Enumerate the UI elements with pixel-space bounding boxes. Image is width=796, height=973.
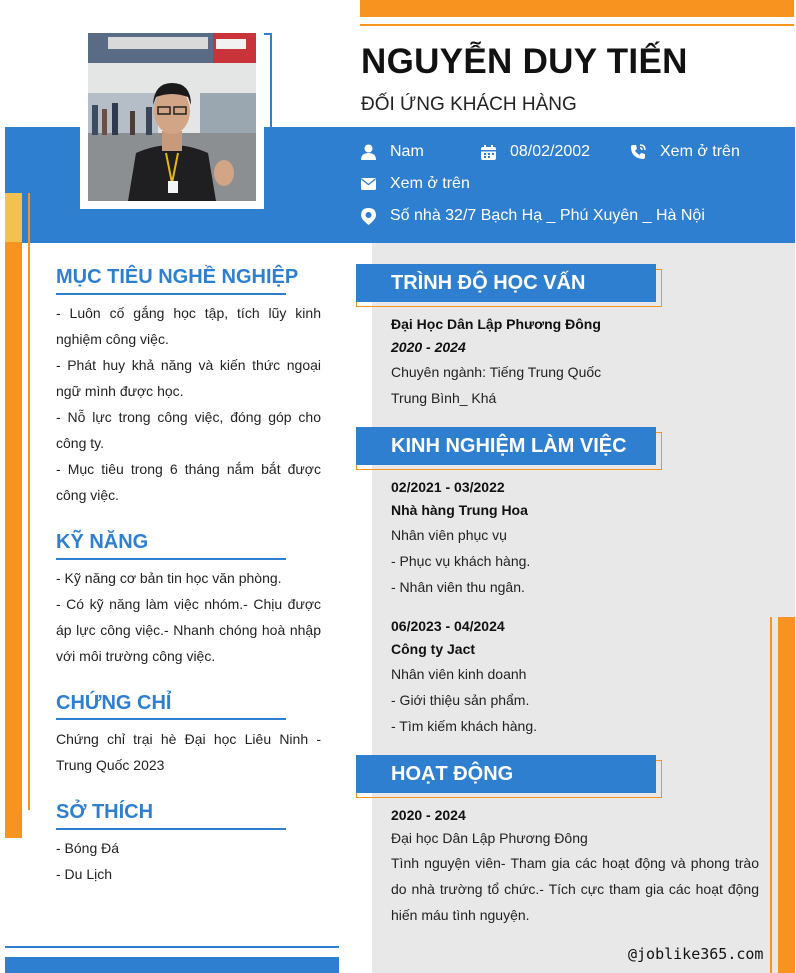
skill-item: - Kỹ năng cơ bản tin học văn phòng. [56, 570, 282, 586]
hobbies-underline [56, 828, 286, 830]
top-accent-bar [360, 0, 794, 17]
activity-period: 2020 - 2024 [391, 807, 466, 823]
birthday-info [481, 143, 590, 161]
bottom-accent-bar [5, 957, 339, 973]
right-accent-line [770, 617, 772, 973]
objective-item: - Mục tiêu trong 6 tháng nắm bắt được công việc. [56, 461, 321, 503]
candidate-name: NGUYỄN DUY TIẾN [361, 42, 688, 81]
address-info [361, 207, 705, 225]
job-period: 06/2023 - 04/2024 [391, 618, 505, 634]
certificate-item: Chứng chỉ trại hè Đại học Liêu Ninh - Trung Quốc 2023 [56, 731, 321, 773]
certificates-underline [56, 718, 286, 720]
job-period: 02/2021 - 03/2022 [391, 479, 505, 495]
phone-text: Xem ở trên [660, 143, 740, 160]
hobbies-title: SỞ THÍCH [56, 801, 154, 823]
job-company: Nhà hàng Trung Hoa [391, 502, 528, 518]
job-role: Nhân viên kinh doanh [391, 666, 527, 682]
gender-text: Nam [390, 143, 424, 160]
envelope-icon [361, 178, 376, 190]
job-company: Công ty Jact [391, 641, 476, 657]
top-accent-line [360, 24, 794, 26]
phone-info [630, 143, 740, 161]
objective-item: - Luôn cố gắng học tập, tích lũy kinh nghiệm công việc. [56, 305, 321, 347]
email-text: Xem ở trên [390, 175, 470, 192]
education-grade: Trung Bình_ Khá [391, 390, 497, 406]
avatar [88, 33, 256, 201]
watermark: @joblike365.com [628, 945, 764, 963]
address-text: Số nhà 32/7 Bạch Hạ _ Phú Xuyên _ Hà Nội [390, 207, 705, 224]
bottom-accent-line [5, 946, 339, 948]
certificates-text [56, 726, 321, 778]
phone-icon [630, 144, 646, 160]
skills-underline [56, 558, 286, 560]
left-accent-bar [5, 242, 22, 838]
job-title: ĐỐI ỨNG KHÁCH HÀNG [361, 94, 577, 115]
calendar-icon [481, 145, 496, 160]
gender-info [361, 143, 424, 161]
skills-list [56, 565, 321, 669]
objective-item: - Phát huy khả năng và kiến thức ngoại ngữ mình được học. [56, 357, 321, 399]
job-task: - Nhân viên thu ngân. [391, 579, 525, 595]
skills-title: KỸ NĂNG [56, 531, 149, 553]
left-accent-yellow [5, 193, 22, 242]
email-info [361, 175, 470, 193]
right-accent-bar [778, 617, 795, 973]
objective-list [56, 300, 321, 508]
activities-header: HOẠT ĐỘNG [356, 755, 656, 793]
education-school: Đại Học Dân Lập Phương Đông [391, 316, 601, 332]
certificates-title: CHỨNG CHỈ [56, 692, 172, 714]
hobby-item: - Du Lịch [56, 866, 113, 882]
left-accent-line [28, 193, 30, 810]
birthday-text: 08/02/2002 [510, 143, 591, 160]
education-major: Chuyên ngành: Tiếng Trung Quốc [391, 364, 602, 380]
objective-underline [56, 293, 286, 295]
objective-item: - Nỗ lực trong công việc, đóng góp cho công ty. [56, 409, 321, 451]
job-task: - Tìm kiếm khách hàng. [391, 718, 538, 734]
activity-description: Tình nguyện viên- Tham gia các hoạt động và phong trào do nhà trường tổ chức.- Tích cực tham gia các hoạt động hiến máu tình nguyện. [391, 855, 759, 923]
job-task: - Giới thiệu sản phẩm. [391, 692, 530, 708]
job-task: - Phục vụ khách hàng. [391, 553, 531, 569]
hobbies-list [56, 835, 321, 887]
objective-title: MỤC TIÊU NGHỀ NGHIỆP [56, 266, 299, 288]
hobby-item: - Bóng Đá [56, 840, 120, 856]
location-pin-icon [361, 208, 376, 225]
activity-org: Đại học Dân Lập Phương Đông [391, 830, 588, 846]
job-role: Nhân viên phục vụ [391, 527, 507, 543]
user-icon [361, 144, 376, 160]
education-header: TRÌNH ĐỘ HỌC VẤN [356, 264, 656, 302]
experience-header: KINH NGHIỆM LÀM VIỆC [356, 427, 656, 465]
skill-item: - Có kỹ năng làm việc nhóm.- Chịu được áp lực công việc.- Nhanh chóng hoà nhập với môi trường công việc. [56, 596, 321, 664]
education-period: 2020 - 2024 [391, 339, 466, 355]
